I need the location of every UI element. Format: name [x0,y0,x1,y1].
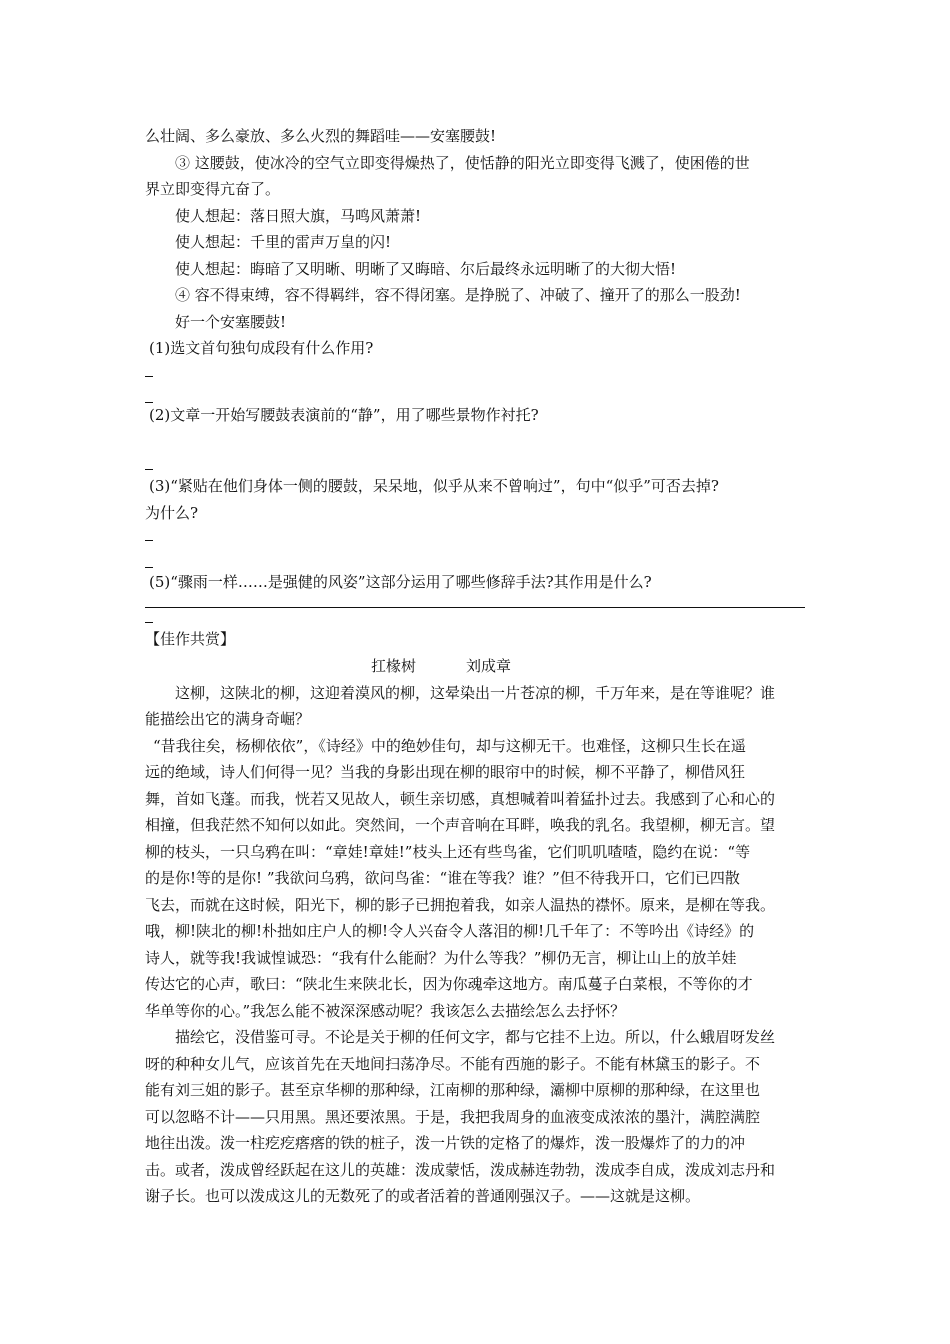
article-paragraph-3 [145,1024,805,1210]
excerpt-line: 使人想起：千里的雷声万皇的闪! [175,233,392,251]
paragraph-line: 相撞，但我茫然不知何以如此。突然间，一个声音响在耳畔，唤我的乳名。我望柳，柳无言。望 [145,816,776,834]
paragraph-line: “昔我往矣，杨柳依依”，《诗经》中的绝妙佳句，却与这柳无干。也难怪，这柳只生长在遥 [153,736,746,755]
paragraph-line: 远的绝域，诗人们何得一见？当我的身影出现在柳的眼帘中的时候，柳不平静了，柳借风狂 [145,763,746,781]
article-title: 扛椽树 [371,656,417,675]
article-title-line [145,653,805,680]
question-5: (5)“骤雨一样……是强健的风姿”这部分运用了哪些修辞手法?其作用是什么? [149,572,652,591]
question-3-cont: 为什么? [145,503,199,522]
excerpt-line: ④ 容不得束缚，容不得羁绊，容不得闭塞。是挣脱了、冲破了、撞开了的那么一股劲! [175,286,741,304]
answer-blank[interactable] [145,388,805,402]
answer-blank[interactable] [145,553,805,569]
paragraph-line: 舞，首如飞蓬。而我，恍若又见故人，顿生亲切感，真想喊着叫着猛扑过去。我感到了心和心的 [145,789,776,808]
paragraph-line: 呀的种种女儿气，应该首先在天地间扫荡净尽。不能有西施的影子。不能有林黛玉的影子。不 [145,1054,761,1073]
paragraph-line: 可以忽略不计——只用黑。黑还要浓黑。于是，我把我周身的血液变成浓浓的墨汁，满腔满腔 [145,1107,761,1126]
article-paragraph-1 [145,680,805,733]
excerpt-line: 使人想起：晦暗了又明晰、明晰了又晦暗、尔后最终永远明晰了的大彻大悟! [175,259,677,278]
paragraph-line: 能有刘三姐的影子。甚至京华柳的那种绿，江南柳的那种绿，灞柳中原柳的那种绿，在这里也 [145,1081,761,1099]
question-2: (2)文章一开始写腰鼓表演前的“静”，用了哪些景物作衬托? [149,406,539,424]
answer-blank[interactable] [145,362,805,389]
answer-blank[interactable] [145,429,805,456]
paragraph-line: 地往出泼。泼一柱疙疙瘩瘩的铁的桩子，泼一片铁的定格了的爆炸，泼一股爆炸了的力的冲 [145,1134,746,1152]
question-3: (3)“紧贴在他们身体一侧的腰鼓，呆呆地，似乎从来不曾响过”，句中“似乎”可否去掉? [149,477,719,495]
paragraph-line: 这柳，这陕北的柳，这迎着漠风的柳，这晕染出一片苍凉的柳，千万年来，是在等谁呢？谁 [175,683,776,702]
answer-blank[interactable] [145,455,805,473]
excerpt-line: 使人想起：落日照大旗，马鸣风萧萧! [175,206,422,225]
paragraph-line: 描绘它，没借鉴可寻。不论是关于柳的任何文字，都与它挂不上边。所以，什么蛾眉呀发丝 [175,1028,776,1046]
paragraph-line: 诗人，就等我!我诚惶诚恐：“我有什么能耐？为什么等我？”柳仍无言，柳让山上的放羊娃 [145,948,737,967]
article-paragraph-2 [145,733,805,1025]
answer-blank[interactable] [145,526,805,553]
excerpt-line: ③ 这腰鼓，使冰冷的空气立即变得燥热了，使恬静的阳光立即变得飞溅了，使困倦的世 [175,153,750,172]
paragraph-line: 哦，柳!陕北的柳!朴拙如庄户人的柳!令人兴奋令人落泪的柳!几千年了：不等吟出《诗经》的 [145,922,755,940]
answer-blank[interactable] [145,608,805,626]
question-1: (1)选文首句独句成段有什么作用? [149,339,374,357]
document-content [145,123,805,1210]
paragraph-line: 华单等你的心。”我怎么能不被深深感动呢？我该怎么去描绘怎么去抒怀？ [145,1001,626,1020]
paragraph-line: 谢子长。也可以泼成这儿的无数死了的或者活着的普通刚强汉子。——这就是这柳。 [145,1187,701,1205]
section-heading: 【佳作共赏】 [145,630,236,648]
paragraph-line: 的是你!等的是你! ”我欲问乌鸦，欲问鸟雀：“谁在等我？谁？”但不待我开口，它们已四散 [145,869,740,887]
article-author: 刘成章 [466,656,512,675]
excerpt-line: 好一个安塞腰鼓! [175,312,287,331]
paragraph-line: 击。或者，泼成曾经跃起在这儿的英雄：泼成蒙恬，泼成赫连勃勃，泼成李自成，泼成刘志丹和 [145,1160,776,1179]
paragraph-line: 飞去，而就在这时候，阳光下，柳的影子已拥抱着我，如亲人温热的襟怀。原来，是柳在等我。 [145,895,776,914]
answer-rule[interactable] [145,595,805,608]
paragraph-line: 柳的枝头，一只乌鸦在叫：“章娃!章娃!”枝头上还有些鸟雀，它们叽叽喳喳，隐约在说：“等 [145,842,751,861]
excerpt-line: 么壮阔、多么豪放、多么火烈的舞蹈哇——安塞腰鼓! [145,127,497,145]
paragraph-line: 能描绘出它的满身奇崛？ [145,710,311,728]
paragraph-line: 传达它的心声，歌曰：“陕北生来陕北长，因为你魂牵这地方。南瓜蔓子白菜根，不等你的才 [145,975,753,993]
excerpt-line: 界立即变得亢奋了。 [145,180,281,198]
